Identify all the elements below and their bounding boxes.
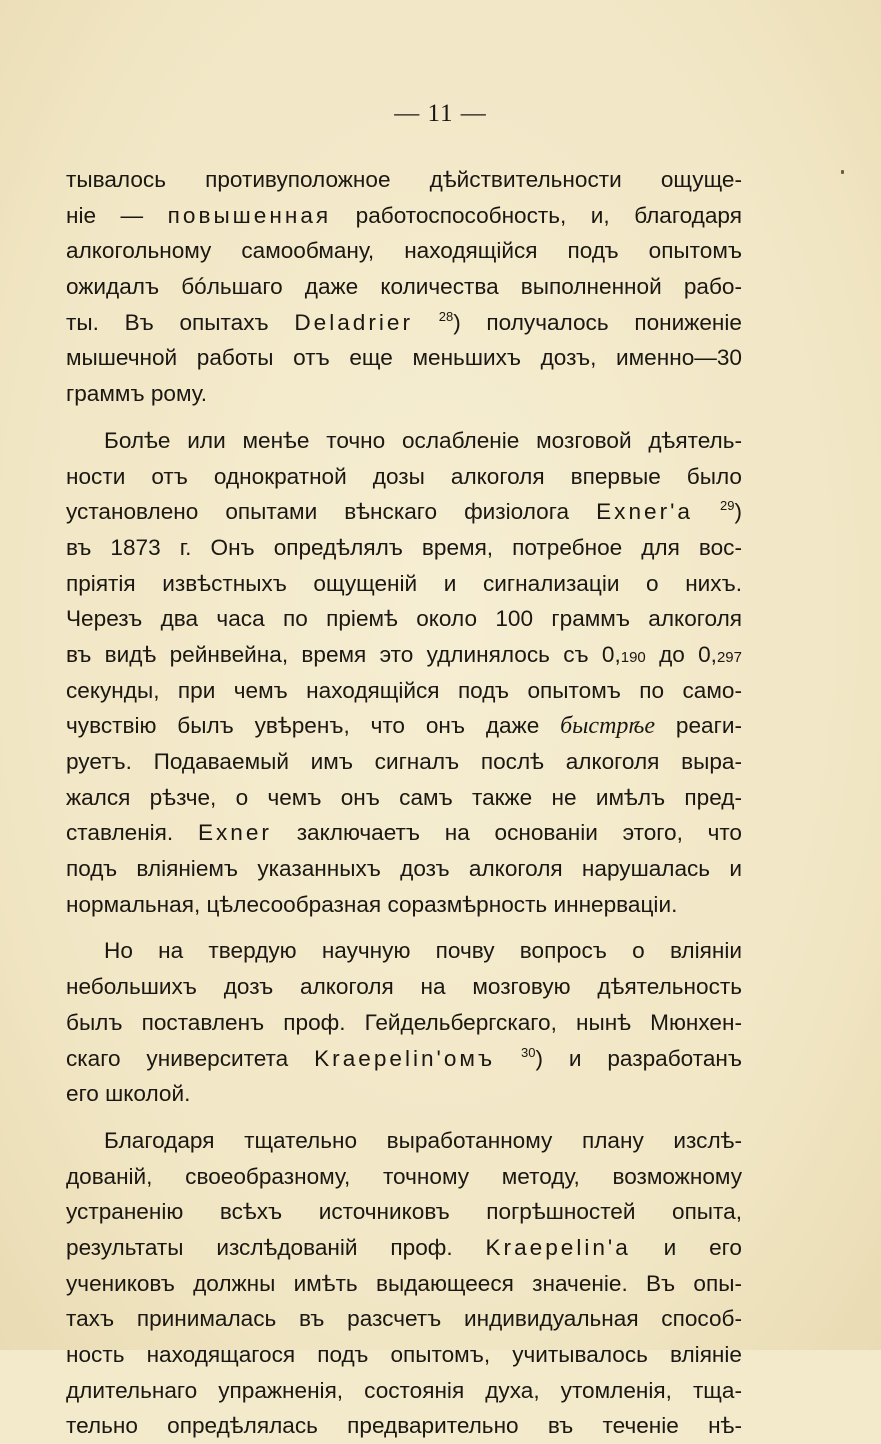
footnote-marker: 28 [438, 308, 454, 324]
text-segment: ) получалось пониженіе [453, 309, 742, 335]
italic-word: быстрѣе [560, 713, 656, 740]
text-segment [495, 1046, 521, 1071]
paragraph [66, 1123, 742, 1444]
text-segment [693, 499, 720, 524]
text-segment: небольшихъ дозъ алкоголя на мозговую дѣятельность [66, 974, 742, 1000]
text-segment: граммъ рому. [66, 381, 208, 407]
text-line [66, 423, 742, 459]
text-segment: ты. Въ опытахъ [66, 309, 295, 335]
text-line [66, 1408, 742, 1444]
text-line [66, 566, 742, 602]
text-segment: руетъ. Подаваемый имъ сигналъ послѣ алкоголя выра- [66, 749, 742, 774]
spaced-name: Kraepelin'a [485, 1234, 631, 1260]
paragraph [66, 423, 742, 923]
text-line [66, 198, 742, 234]
text-line [66, 1301, 742, 1337]
text-line [66, 1194, 742, 1230]
text-segment: дованій, своеобразному, точному методу, возможному [66, 1163, 742, 1189]
text-segment [413, 310, 439, 335]
text-line [66, 269, 742, 305]
text-segment: заключаетъ на основаніи этого, что [271, 820, 743, 846]
spaced-name: Exner'a [596, 499, 693, 525]
text-line [66, 1123, 742, 1159]
text-line [66, 1076, 742, 1112]
text-segment: скаго университета [66, 1045, 315, 1071]
text-line [66, 340, 742, 376]
text-segment: его школой. [66, 1081, 191, 1107]
text-line [66, 494, 742, 530]
page-number: — 11 — [394, 100, 487, 127]
spaced-name: Kraepelin'омъ [314, 1045, 496, 1071]
text-segment: ожидалъ бóльшаго даже количества выполненной рабо- [66, 274, 742, 300]
text-segment: мышечной работы отъ еще меньшихъ дозъ, именно—30 [66, 345, 742, 371]
text-line [66, 969, 742, 1005]
text-segment: въ видѣ рейнвейна, время это удлинялось съ 0, [66, 641, 621, 667]
text-segment: нормальная, цѣлесообразная соразмѣрность иннерваціи. [66, 891, 678, 917]
text-line [66, 1230, 742, 1266]
text-line [66, 1337, 742, 1373]
body-text [66, 162, 742, 1444]
text-segment: тахъ принималась въ разсчетъ индивидуальная способ- [66, 1306, 742, 1332]
text-segment: жался рѣзче, о чемъ онъ самъ также не имѣлъ пред- [66, 784, 742, 810]
spaced-name: повышенная [167, 202, 332, 228]
spaced-name: Deladrier [294, 309, 413, 335]
paragraph [66, 933, 742, 1111]
text-line [66, 673, 742, 709]
text-segment: Но на твердую научную почву вопросъ о вліяніи [104, 938, 742, 964]
text-line [66, 815, 742, 851]
text-line [66, 162, 742, 198]
text-line [66, 1041, 742, 1077]
text-line [66, 459, 742, 495]
text-line [66, 376, 742, 412]
text-segment: результаты изслѣдованій проф. [66, 1234, 486, 1260]
text-line [66, 1005, 742, 1041]
text-line [66, 1159, 742, 1195]
text-line [66, 933, 742, 969]
text-segment: реаги- [655, 713, 742, 739]
paragraph-gap [66, 1112, 742, 1123]
text-line [66, 744, 742, 780]
text-segment: пріятія извѣстныхъ ощущеній и сигнализаціи о нихъ. [66, 570, 742, 596]
text-segment: и его [630, 1234, 742, 1260]
text-segment: длительнаго упражненія, состоянія духа, утомленія, тща- [66, 1377, 742, 1403]
text-line [66, 1266, 742, 1302]
text-line [66, 887, 742, 923]
text-segment: чувствію былъ увѣренъ, что онъ даже [66, 713, 561, 739]
text-segment: учениковъ должны имѣть выдающееся значеніе. Въ опы- [66, 1270, 742, 1296]
text-segment: ности отъ однократной дозы алкоголя впервые было [66, 463, 742, 489]
text-line [66, 530, 742, 566]
text-line [66, 851, 742, 887]
text-segment: Болѣе или менѣе точно ослабленіе мозговой дѣятель- [104, 427, 742, 453]
text-segment: ность находящагося подъ опытомъ, учитывалось вліяніе [66, 1342, 742, 1367]
text-line [66, 637, 742, 673]
text-segment: ніе — [66, 202, 168, 228]
text-line [66, 601, 742, 637]
paragraph-gap [66, 412, 742, 423]
text-segment: тельно опредѣлялась предварительно въ теченіе нѣ- [66, 1413, 742, 1439]
text-line [66, 305, 742, 341]
text-line [66, 708, 742, 744]
text-line [66, 1373, 742, 1409]
paragraph-gap [66, 922, 742, 933]
text-segment: ) [734, 499, 742, 525]
text-line [66, 233, 742, 269]
text-segment: былъ поставленъ проф. Гейдельбергскаго, нынѣ Мюнхен- [66, 1009, 742, 1035]
ink-speck [841, 170, 844, 174]
decimal-digits: 297 [716, 648, 742, 666]
text-segment: ) и разработанъ [535, 1045, 743, 1071]
text-segment: секунды, при чемъ находящійся подъ опытомъ по само- [66, 677, 742, 703]
footnote-marker: 29 [720, 498, 735, 514]
text-segment: до 0, [645, 641, 717, 667]
text-segment: работоспособность, и, благодаря [331, 202, 742, 228]
text-segment: устраненію всѣхъ источниковъ погрѣшностей опыта, [66, 1199, 742, 1225]
spaced-name: Exner [197, 820, 272, 846]
text-line [66, 780, 742, 816]
paragraph [66, 162, 742, 412]
footnote-marker: 30 [520, 1044, 536, 1060]
text-segment: въ 1873 г. Онъ опредѣлялъ время, потребное для вос- [66, 534, 742, 560]
text-segment: алкогольному самообману, находящійся подъ опытомъ [66, 238, 742, 264]
text-segment: установлено опытами вѣнскаго физіолога [66, 499, 597, 525]
text-segment: тывалось противуположное дѣйствительности ощуще- [66, 167, 742, 192]
text-segment: Черезъ два часа по пріемѣ около 100 граммъ алкоголя [66, 606, 742, 632]
text-segment: ставленія. [66, 820, 198, 846]
text-segment: подъ вліяніемъ указанныхъ дозъ алкоголя нарушалась и [66, 856, 742, 882]
decimal-digits: 190 [620, 648, 646, 666]
text-segment: Благодаря тщательно выработанному плану изслѣ- [104, 1127, 742, 1153]
